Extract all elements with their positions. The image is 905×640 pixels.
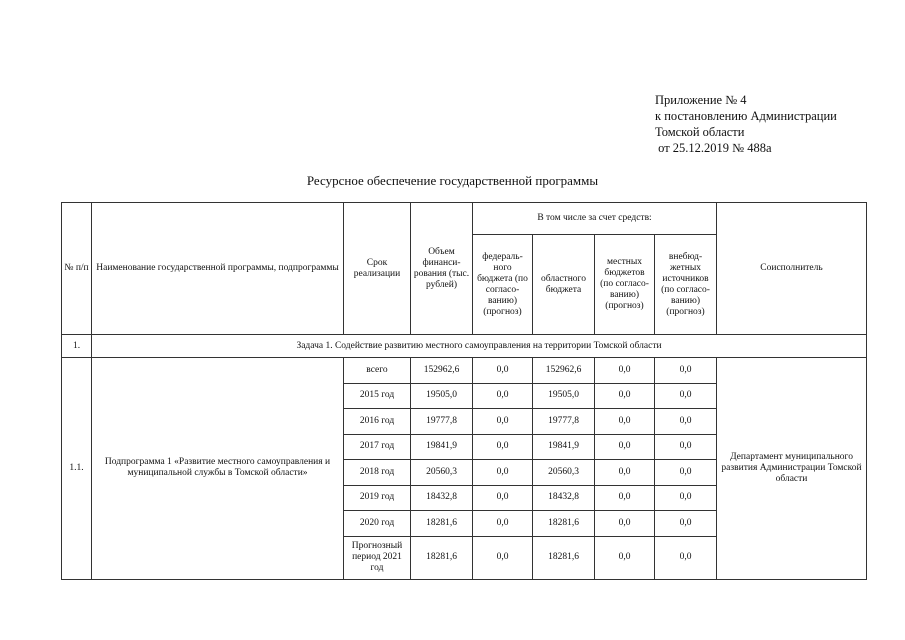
cell-term: 2019 год <box>344 485 411 511</box>
header-num: № п/п <box>62 203 92 335</box>
cell-term: 2018 год <box>344 460 411 486</box>
cell-extra: 0,0 <box>655 434 717 460</box>
cell-term: всего <box>344 358 411 384</box>
cell-volume: 20560,3 <box>411 460 473 486</box>
cell-volume: 18432,8 <box>411 485 473 511</box>
cell-term: 2017 год <box>344 434 411 460</box>
header-term: Срок реализации <box>344 203 411 335</box>
cell-federal: 0,0 <box>473 460 533 486</box>
appendix-block <box>655 92 837 156</box>
cell-extra: 0,0 <box>655 511 717 537</box>
cell-regional: 152962,6 <box>533 358 595 384</box>
cell-local: 0,0 <box>595 536 655 579</box>
cell-local: 0,0 <box>595 434 655 460</box>
cell-local: 0,0 <box>595 383 655 409</box>
task-row <box>62 335 867 358</box>
cell-term: 2016 год <box>344 409 411 435</box>
cell-regional: 19505,0 <box>533 383 595 409</box>
cell-volume: 19505,0 <box>411 383 473 409</box>
cell-regional: 18281,6 <box>533 536 595 579</box>
subprogram-name: Подпрограмма 1 «Развитие местного самоуправления и муниципальной службы в Томской области» <box>92 358 344 580</box>
cell-local: 0,0 <box>595 409 655 435</box>
header-regional: областного бюджета <box>533 235 595 335</box>
cell-extra: 0,0 <box>655 536 717 579</box>
cell-regional: 18432,8 <box>533 485 595 511</box>
cell-federal: 0,0 <box>473 485 533 511</box>
cell-term: 2015 год <box>344 383 411 409</box>
cell-federal: 0,0 <box>473 383 533 409</box>
cell-volume: 18281,6 <box>411 536 473 579</box>
cell-volume: 18281,6 <box>411 511 473 537</box>
cell-federal: 0,0 <box>473 536 533 579</box>
cell-extra: 0,0 <box>655 485 717 511</box>
cell-volume: 19777,8 <box>411 409 473 435</box>
cell-federal: 0,0 <box>473 434 533 460</box>
cell-extra: 0,0 <box>655 358 717 384</box>
cell-federal: 0,0 <box>473 511 533 537</box>
cell-volume: 19841,9 <box>411 434 473 460</box>
appendix-line: к постановлению Администрации <box>655 109 837 123</box>
cell-extra: 0,0 <box>655 409 717 435</box>
cell-regional: 18281,6 <box>533 511 595 537</box>
cell-local: 0,0 <box>595 460 655 486</box>
cell-extra: 0,0 <box>655 460 717 486</box>
cell-volume: 152962,6 <box>411 358 473 384</box>
appendix-line: от 25.12.2019 № 488а <box>655 141 772 155</box>
document-title: Ресурсное обеспечение государственной программы <box>306 173 599 188</box>
cell-federal: 0,0 <box>473 358 533 384</box>
header-extra: внебюд-жетных источников (по согласо-ванию) (прогноз) <box>655 235 717 335</box>
appendix-line: Томской области <box>655 125 745 139</box>
appendix-line: Приложение № 4 <box>655 93 747 107</box>
cell-local: 0,0 <box>595 485 655 511</box>
cell-regional: 19841,9 <box>533 434 595 460</box>
cell-regional: 19777,8 <box>533 409 595 435</box>
task-num: 1. <box>62 335 92 358</box>
header-local: местных бюджетов (по согласо-ванию) (прогноз) <box>595 235 655 335</box>
header-name: Наименование государственной программы, подпрограммы <box>92 203 344 335</box>
cell-federal: 0,0 <box>473 409 533 435</box>
cell-extra: 0,0 <box>655 383 717 409</box>
header-federal: федераль-ного бюджета (по согласо-ванию) (прогноз) <box>473 235 533 335</box>
task-text: Задача 1. Содействие развитию местного самоуправления на территории Томской области <box>92 335 867 358</box>
cell-term: Прогнозный период 2021 год <box>344 536 411 579</box>
header-volume: Объем финанси-рования (тыс. рублей) <box>411 203 473 335</box>
subprogram-num: 1.1. <box>62 358 92 580</box>
table-row <box>62 358 867 384</box>
cell-term: 2020 год <box>344 511 411 537</box>
cell-local: 0,0 <box>595 358 655 384</box>
header-including: В том числе за счет средств: <box>473 203 717 235</box>
cell-regional: 20560,3 <box>533 460 595 486</box>
header-executor: Соисполнитель <box>717 203 867 335</box>
cell-local: 0,0 <box>595 511 655 537</box>
resources-table <box>61 202 867 580</box>
subprogram-executor: Департамент муниципального развития Администрации Томской области <box>717 358 867 580</box>
